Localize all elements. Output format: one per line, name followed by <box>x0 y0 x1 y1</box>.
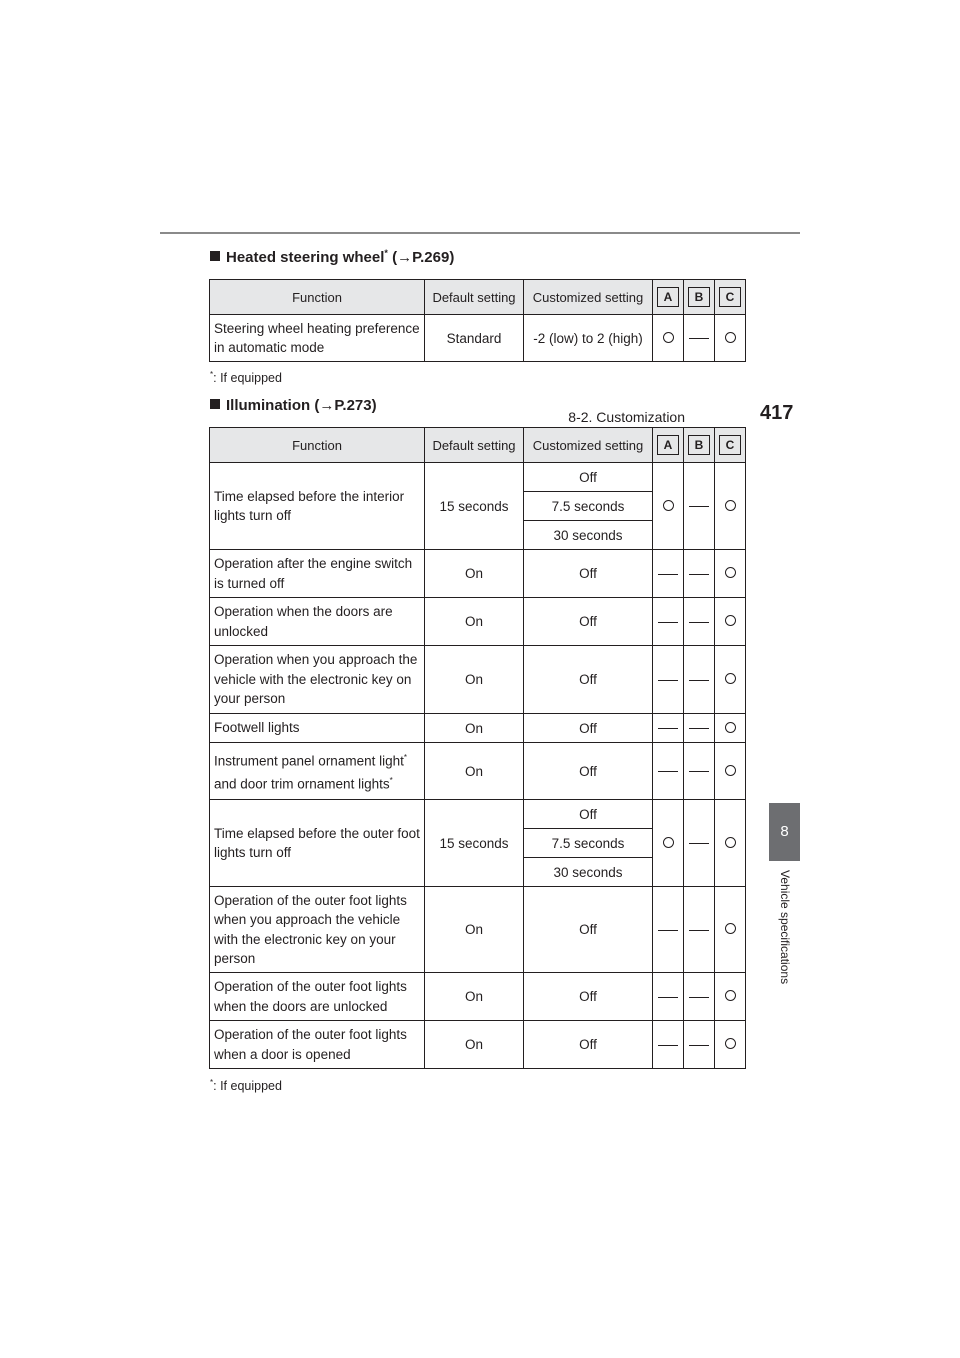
dash-mark-icon <box>689 680 709 681</box>
mark-a <box>653 598 684 646</box>
mark-a <box>653 646 684 714</box>
function-cell: Operation after the engine switch is turned off <box>210 550 425 598</box>
customized-cell: Off <box>524 550 653 598</box>
mark-c <box>715 714 746 743</box>
customized-option: 30 seconds <box>524 858 653 887</box>
dash-mark-icon <box>658 1045 678 1046</box>
function-cell: Operation of the outer foot lights when you approach the vehicle with the electronic key on your person <box>210 887 425 973</box>
page-number: 417 <box>760 402 794 424</box>
chapter-title: Vehicle specifications <box>778 870 792 985</box>
customized-cell: Off <box>524 973 653 1021</box>
dash-mark-icon <box>689 771 709 772</box>
customized-option: Off <box>524 800 653 829</box>
section-title: 8-2. Customization <box>568 409 685 425</box>
header-c: C <box>715 428 746 463</box>
header-default: Default setting <box>425 280 524 315</box>
mark-a <box>653 800 684 887</box>
default-cell: On <box>425 973 524 1021</box>
dash-mark-icon <box>689 997 709 998</box>
mark-b <box>684 598 715 646</box>
circle-mark-icon <box>725 615 736 626</box>
header-customized: Customized setting <box>524 428 653 463</box>
circle-mark-icon <box>725 567 736 578</box>
mark-c <box>715 598 746 646</box>
footnote: *: If equipped <box>210 1078 282 1094</box>
table-row <box>210 743 746 800</box>
mark-b <box>684 646 715 714</box>
table-row <box>210 973 746 1021</box>
illumination-table <box>209 427 746 1069</box>
customized-option: 7.5 seconds <box>524 829 653 858</box>
mark-c <box>715 887 746 973</box>
function-cell: Operation when the doors are unlocked <box>210 598 425 646</box>
circle-mark-icon <box>725 923 736 934</box>
dash-mark-icon <box>689 338 709 339</box>
header-a: A <box>653 280 684 315</box>
default-cell: On <box>425 646 524 714</box>
function-cell: Time elapsed before the outer foot lights turn off <box>210 800 425 887</box>
customized-cell: Off <box>524 743 653 800</box>
function-cell: Operation of the outer foot lights when the doors are unlocked <box>210 973 425 1021</box>
default-cell: 15 seconds <box>425 800 524 887</box>
mark-c <box>715 550 746 598</box>
customized-cell: -2 (low) to 2 (high) <box>524 315 653 362</box>
mark-b <box>684 315 715 362</box>
mark-c <box>715 743 746 800</box>
heading-text: Heated steering wheel <box>226 249 385 266</box>
default-cell: Standard <box>425 315 524 362</box>
header-rule <box>160 232 800 234</box>
mark-b <box>684 743 715 800</box>
header-b: B <box>684 280 715 315</box>
dash-mark-icon <box>658 997 678 998</box>
table-row <box>210 887 746 973</box>
table-row <box>210 646 746 714</box>
dash-mark-icon <box>658 622 678 623</box>
dash-mark-icon <box>658 680 678 681</box>
mark-a <box>653 714 684 743</box>
dash-mark-icon <box>658 574 678 575</box>
table-header-row <box>210 428 746 463</box>
customized-option: 30 seconds <box>524 521 653 550</box>
mark-a <box>653 887 684 973</box>
header-default: Default setting <box>425 428 524 463</box>
customized-option: Off <box>524 463 653 492</box>
function-cell: Footwell lights <box>210 714 425 743</box>
function-cell: Steering wheel heating preference in automatic mode <box>210 315 425 362</box>
mark-c <box>715 800 746 887</box>
dash-mark-icon <box>658 930 678 931</box>
table-row <box>210 463 746 492</box>
circle-mark-icon <box>725 1038 736 1049</box>
table-row <box>210 550 746 598</box>
mark-b <box>684 463 715 550</box>
square-bullet-icon <box>210 251 220 261</box>
mark-a <box>653 973 684 1021</box>
mark-a <box>653 550 684 598</box>
function-cell: Operation of the outer foot lights when a door is opened <box>210 1021 425 1069</box>
circle-mark-icon <box>663 332 674 343</box>
table-row <box>210 315 746 362</box>
customized-cell: Off <box>524 714 653 743</box>
dash-mark-icon <box>689 843 709 844</box>
circle-mark-icon <box>725 722 736 733</box>
header-function: Function <box>210 280 425 315</box>
default-cell: On <box>425 714 524 743</box>
page-reference: (→P.273) <box>314 397 377 414</box>
page-reference: (→P.269) <box>392 249 455 266</box>
circle-mark-icon <box>725 837 736 848</box>
mark-b <box>684 887 715 973</box>
table-row <box>210 598 746 646</box>
circle-mark-icon <box>663 500 674 511</box>
mark-c <box>715 1021 746 1069</box>
function-cell: Operation when you approach the vehicle with the electronic key on your person <box>210 646 425 714</box>
table-row <box>210 714 746 743</box>
circle-mark-icon <box>663 837 674 848</box>
mark-c <box>715 973 746 1021</box>
mark-b <box>684 800 715 887</box>
circle-mark-icon <box>725 765 736 776</box>
heated-steering-table <box>209 279 746 362</box>
table-row <box>210 800 746 829</box>
customized-option: 7.5 seconds <box>524 492 653 521</box>
dash-mark-icon <box>689 622 709 623</box>
default-cell: On <box>425 743 524 800</box>
header-function: Function <box>210 428 425 463</box>
function-cell: Instrument panel ornament light* and door trim ornament lights* <box>210 743 425 800</box>
heading-note-mark: * <box>384 248 388 258</box>
customized-cell: Off <box>524 1021 653 1069</box>
illumination-heading <box>210 397 377 414</box>
mark-a <box>653 315 684 362</box>
header-c: C <box>715 280 746 315</box>
square-bullet-icon <box>210 399 220 409</box>
mark-a <box>653 463 684 550</box>
mark-b <box>684 1021 715 1069</box>
mark-c <box>715 646 746 714</box>
mark-a <box>653 743 684 800</box>
table-header-row <box>210 280 746 315</box>
header-customized: Customized setting <box>524 280 653 315</box>
mark-b <box>684 973 715 1021</box>
default-cell: On <box>425 1021 524 1069</box>
mark-b <box>684 714 715 743</box>
chapter-tab: 8 <box>769 803 800 861</box>
customized-cell: Off <box>524 646 653 714</box>
dash-mark-icon <box>689 506 709 507</box>
default-cell: On <box>425 550 524 598</box>
default-cell: On <box>425 598 524 646</box>
dash-mark-icon <box>658 771 678 772</box>
dash-mark-icon <box>658 728 678 729</box>
customized-cell: Off <box>524 598 653 646</box>
customized-cell: Off <box>524 887 653 973</box>
default-cell: 15 seconds <box>425 463 524 550</box>
heading-text: Illumination <box>226 397 311 414</box>
mark-b <box>684 550 715 598</box>
circle-mark-icon <box>725 332 736 343</box>
circle-mark-icon <box>725 990 736 1001</box>
heated-steering-heading <box>210 248 454 266</box>
mark-c <box>715 315 746 362</box>
mark-c <box>715 463 746 550</box>
dash-mark-icon <box>689 728 709 729</box>
function-cell: Time elapsed before the interior lights turn off <box>210 463 425 550</box>
dash-mark-icon <box>689 1045 709 1046</box>
header-a: A <box>653 428 684 463</box>
circle-mark-icon <box>725 500 736 511</box>
table-row <box>210 1021 746 1069</box>
circle-mark-icon <box>725 673 736 684</box>
dash-mark-icon <box>689 930 709 931</box>
mark-a <box>653 1021 684 1069</box>
dash-mark-icon <box>689 574 709 575</box>
default-cell: On <box>425 887 524 973</box>
header-b: B <box>684 428 715 463</box>
chapter-title-vertical <box>770 870 800 1010</box>
footnote: *: If equipped <box>210 370 282 386</box>
